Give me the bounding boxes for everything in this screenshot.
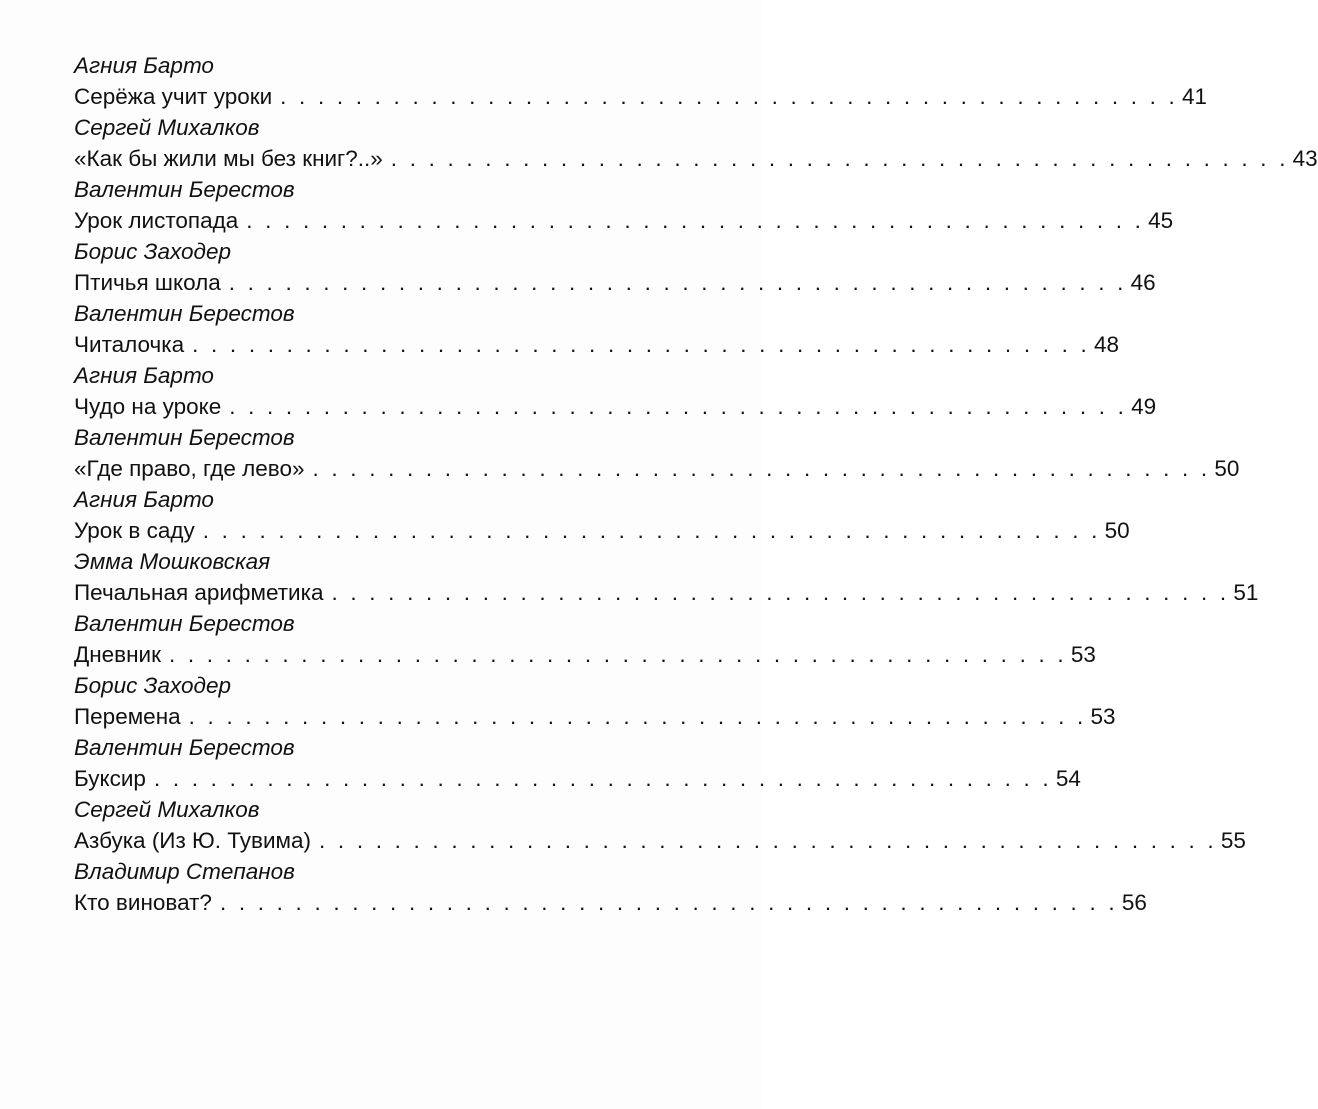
toc-entry-page-number: 54 — [1055, 766, 1081, 791]
toc-entry-title: Птичья школа — [74, 270, 221, 295]
dot-leader: . . . . . . . . . . . . . . . . . . . . . . . . . . . . . . . . . . . . . . . . . . . . . . . . — [228, 270, 1127, 295]
toc-entry-page-number: 53 — [1090, 704, 1116, 729]
toc-entry-title: Серёжа учит уроки — [74, 84, 273, 109]
toc-entry — [74, 267, 1156, 298]
toc-author: Владимир Степанов — [74, 859, 295, 884]
table-of-contents — [74, 50, 1318, 918]
toc-entry-title: Печальная арифметика — [74, 580, 324, 605]
dot-leader: . . . . . . . . . . . . . . . . . . . . . . . . . . . . . . . . . . . . . . . . . . . . . . . . — [246, 208, 1145, 233]
toc-entry-page-number: 50 — [1104, 518, 1130, 543]
toc-author: Валентин Берестов — [74, 425, 295, 450]
toc-entry-page-number: 50 — [1214, 456, 1240, 481]
toc-entry-page-number: 46 — [1130, 270, 1156, 295]
toc-entry — [74, 515, 1130, 546]
toc-entry-page-number: 45 — [1148, 208, 1174, 233]
toc-author: Валентин Берестов — [74, 611, 295, 636]
dot-leader: . . . . . . . . . . . . . . . . . . . . . . . . . . . . . . . . . . . . . . . . . . . . . . . . — [219, 890, 1118, 915]
toc-author: Валентин Берестов — [74, 177, 295, 202]
dot-leader: . . . . . . . . . . . . . . . . . . . . . . . . . . . . . . . . . . . . . . . . . . . . . . . . — [192, 332, 1090, 357]
dot-leader: . . . . . . . . . . . . . . . . . . . . . . . . . . . . . . . . . . . . . . . . . . . . . . . . — [229, 394, 1128, 419]
toc-author: Сергей Михалков — [74, 115, 260, 140]
dot-leader: . . . . . . . . . . . . . . . . . . . . . . . . . . . . . . . . . . . . . . . . . . . . . . . . — [168, 642, 1067, 667]
toc-entry-title: «Как бы жили мы без книг?..» — [74, 146, 383, 171]
dot-leader: . . . . . . . . . . . . . . . . . . . . . . . . . . . . . . . . . . . . . . . . . . . . . . . . — [153, 766, 1052, 791]
toc-entry — [74, 329, 1120, 360]
toc-entry — [74, 577, 1259, 608]
toc-entry — [74, 763, 1081, 794]
dot-leader: . . . . . . . . . . . . . . . . . . . . . . . . . . . . . . . . . . . . . . . . . . . . . . . . — [312, 456, 1211, 481]
toc-entry-page-number: 51 — [1233, 580, 1259, 605]
toc-entry-page-number: 55 — [1220, 828, 1246, 853]
toc-author: Валентин Берестов — [74, 735, 295, 760]
dot-leader: . . . . . . . . . . . . . . . . . . . . . . . . . . . . . . . . . . . . . . . . . . . . . . . . — [280, 84, 1179, 109]
toc-entry-title: Дневник — [74, 642, 161, 667]
dot-leader: . . . . . . . . . . . . . . . . . . . . . . . . . . . . . . . . . . . . . . . . . . . . . . . . — [331, 580, 1230, 605]
dot-leader: . . . . . . . . . . . . . . . . . . . . . . . . . . . . . . . . . . . . . . . . . . . . . . . . — [188, 704, 1087, 729]
toc-entry-page-number: 48 — [1093, 332, 1120, 357]
toc-entry — [74, 81, 1208, 112]
toc-entry — [74, 453, 1240, 484]
toc-entry-page-number: 43 — [1292, 146, 1318, 171]
dot-leader: . . . . . . . . . . . . . . . . . . . . . . . . . . . . . . . . . . . . . . . . . . . . . . . . — [202, 518, 1101, 543]
toc-entry — [74, 205, 1174, 236]
toc-entry-page-number: 53 — [1070, 642, 1096, 667]
toc-entry — [74, 391, 1157, 422]
toc-author: Валентин Берестов — [74, 301, 295, 326]
dot-leader: . . . . . . . . . . . . . . . . . . . . . . . . . . . . . . . . . . . . . . . . . . . . . . . . — [390, 146, 1289, 171]
toc-entry-title: Буксир — [74, 766, 146, 791]
toc-entry — [74, 639, 1096, 670]
toc-entry — [74, 143, 1318, 174]
toc-author: Агния Барто — [74, 53, 214, 78]
toc-entry-page-number: 56 — [1121, 890, 1147, 915]
toc-author: Борис Заходер — [74, 673, 231, 698]
toc-author: Сергей Михалков — [74, 797, 260, 822]
toc-author: Агния Барто — [74, 487, 214, 512]
toc-entry-title: Читалочка — [74, 332, 185, 357]
toc-entry-title: Перемена — [74, 704, 181, 729]
toc-entry-title: Кто виноват? — [74, 890, 212, 915]
toc-entry-title: Урок листопада — [74, 208, 239, 233]
toc-author: Борис Заходер — [74, 239, 231, 264]
toc-entry — [74, 701, 1116, 732]
toc-entry-page-number: 49 — [1131, 394, 1157, 419]
toc-entry-title: «Где право, где лево» — [74, 456, 305, 481]
toc-entry-page-number: 41 — [1182, 84, 1208, 109]
toc-entry — [74, 825, 1246, 856]
toc-entry-title: Азбука (Из Ю. Тувима) — [74, 828, 312, 853]
toc-author: Эмма Мошковская — [74, 549, 271, 574]
dot-leader: . . . . . . . . . . . . . . . . . . . . . . . . . . . . . . . . . . . . . . . . . . . . . . . . — [319, 828, 1217, 853]
toc-entry-title: Урок в саду — [74, 518, 195, 543]
toc-entry-title: Чудо на уроке — [74, 394, 222, 419]
toc-author: Агния Барто — [74, 363, 214, 388]
toc-entry — [74, 887, 1147, 918]
